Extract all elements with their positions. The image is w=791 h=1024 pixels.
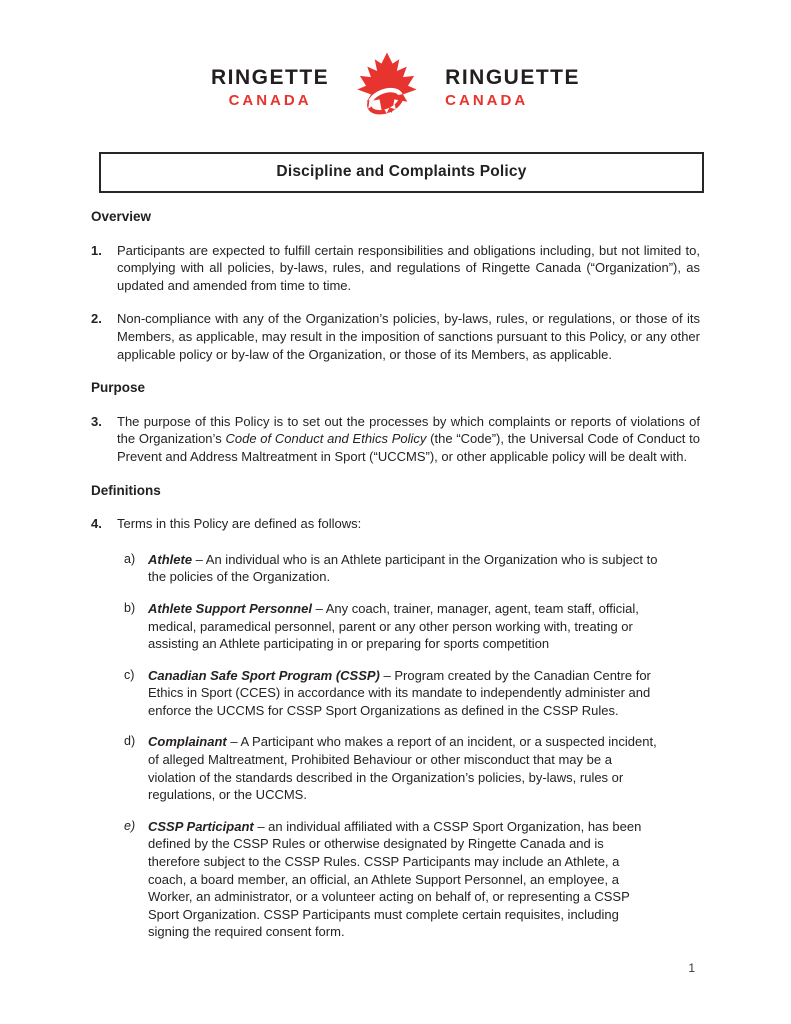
logo-text-canada-left: CANADA [228, 91, 312, 109]
document-title-box [99, 152, 704, 193]
definition-body: – Any coach, trainer, manager, agent, team staff, official, medical, paramedical personnel, parent or any other person working with, treating or assisting an Athlete participating in or preparing for sports competition [148, 600, 639, 652]
definition-text [148, 733, 658, 803]
definition-marker: c) [124, 667, 135, 682]
definition-term: Canadian Safe Sport Program (CSSP) [148, 667, 380, 683]
logo-text-ringuette: RINGUETTE [445, 65, 580, 89]
page-title: Discipline and Complaints Policy [276, 163, 527, 180]
definition-item-complainant [124, 733, 658, 803]
item-text [117, 413, 700, 466]
definition-term: Athlete Support Personnel [148, 600, 312, 616]
item-text-segment: (the “Code”), the Universal Code of Conduct to Prevent and Address Maltreatment in Sport (“UCCMS”), or other applicable policy will be dealt with. [117, 431, 700, 464]
logo-wordmark-english [211, 67, 329, 108]
definition-body: – An individual who is an Athlete participant in the Organization who is subject to the policies of the Organization. [148, 551, 658, 585]
logo-wordmark-french [445, 67, 580, 108]
definition-marker: d) [124, 734, 136, 749]
section-heading-overview: Overview [91, 209, 152, 224]
numbered-paragraph-2 [91, 310, 700, 363]
item-number: 4. [91, 516, 102, 532]
definition-body: – Program created by the Canadian Centre for Ethics in Sport (CCES) in accordance with its mandate to independently administer and enforce the UCCMS for CSSP Sport Organizations as defined in the CSSP Rules. [148, 667, 651, 718]
section-heading-purpose: Purpose [91, 380, 146, 396]
maple-leaf-ring-icon [343, 50, 431, 124]
definition-item-athlete [124, 551, 658, 586]
definition-marker: e) [124, 818, 136, 833]
logo-text-ringette: RINGETTE [210, 65, 330, 89]
definition-item-athlete-support-personnel [124, 600, 658, 653]
definition-item-cssp [124, 667, 658, 720]
definitions-list [91, 551, 700, 941]
item-text: Terms in this Policy are defined as follows: [117, 516, 362, 532]
document-body [91, 208, 700, 941]
logo-text-canada-right: CANADA [445, 91, 529, 109]
definition-text [148, 551, 658, 586]
definition-term: CSSP Participant [148, 818, 254, 834]
item-number: 3. [91, 413, 102, 429]
definition-text [148, 600, 658, 653]
item-text: Participants are expected to fulfill certain responsibilities and obligations including, but not limited to, complying with all policies, by-laws, rules, and regulations of Ringette Canada (“Organization”), as updated and amended from time to time. [117, 242, 700, 293]
section-heading-definitions: Definitions [91, 482, 161, 498]
item-text: Non-compliance with any of the Organization’s policies, by-laws, rules, or regulations, or those of its Members, as applicable, may result in the imposition of sanctions pursuant to this Policy, or any other applicable policy or by-law of the Organization, or those of its Members, as applicable. [117, 311, 700, 362]
policy-name-italic: Code of Conduct and Ethics Policy [225, 431, 427, 447]
definition-body: – A Participant who makes a report of an incident, or a suspected incident, of alleged Maltreatment, Prohibited Behaviour or other misconduct that may be a violation of the standards described in the Organization’s policies, by-laws, rules or regulations, or the UCCMS. [148, 734, 657, 803]
definition-body: – an individual affiliated with a CSSP Sport Organization, has been defined by the CSSP Rules or otherwise designated by Ringette Canada and is therefore subject to the CSSP Rules. CSSP Participants may include an Athlete, a coach, a board member, an official, an Athlete Support Personnel, an employee, a Worker, an administrator, or a volunteer acting on behalf of, or representing a CSSP Sport Organization. CSSP Participants must complete certain requisites, including signing the required consent form. [148, 818, 642, 940]
numbered-paragraph-1 [91, 242, 700, 295]
item-number: 2. [91, 311, 102, 327]
definition-item-cssp-participant [124, 818, 658, 941]
definition-marker: a) [124, 551, 136, 566]
numbered-paragraph-3 [91, 413, 700, 466]
definition-term: Complainant [148, 734, 227, 750]
numbered-paragraph-4 [91, 515, 700, 533]
page-number: 1 [688, 961, 695, 975]
definition-marker: b) [124, 600, 136, 615]
ringette-canada-logo [0, 0, 791, 124]
definition-text [148, 667, 658, 720]
definition-text [148, 818, 658, 941]
item-text-segment: The purpose of this Policy is to set out the processes by which complaints or reports of violations of the Organization’s [117, 413, 700, 447]
definition-term: Athlete [148, 551, 193, 567]
item-number: 1. [91, 242, 102, 258]
